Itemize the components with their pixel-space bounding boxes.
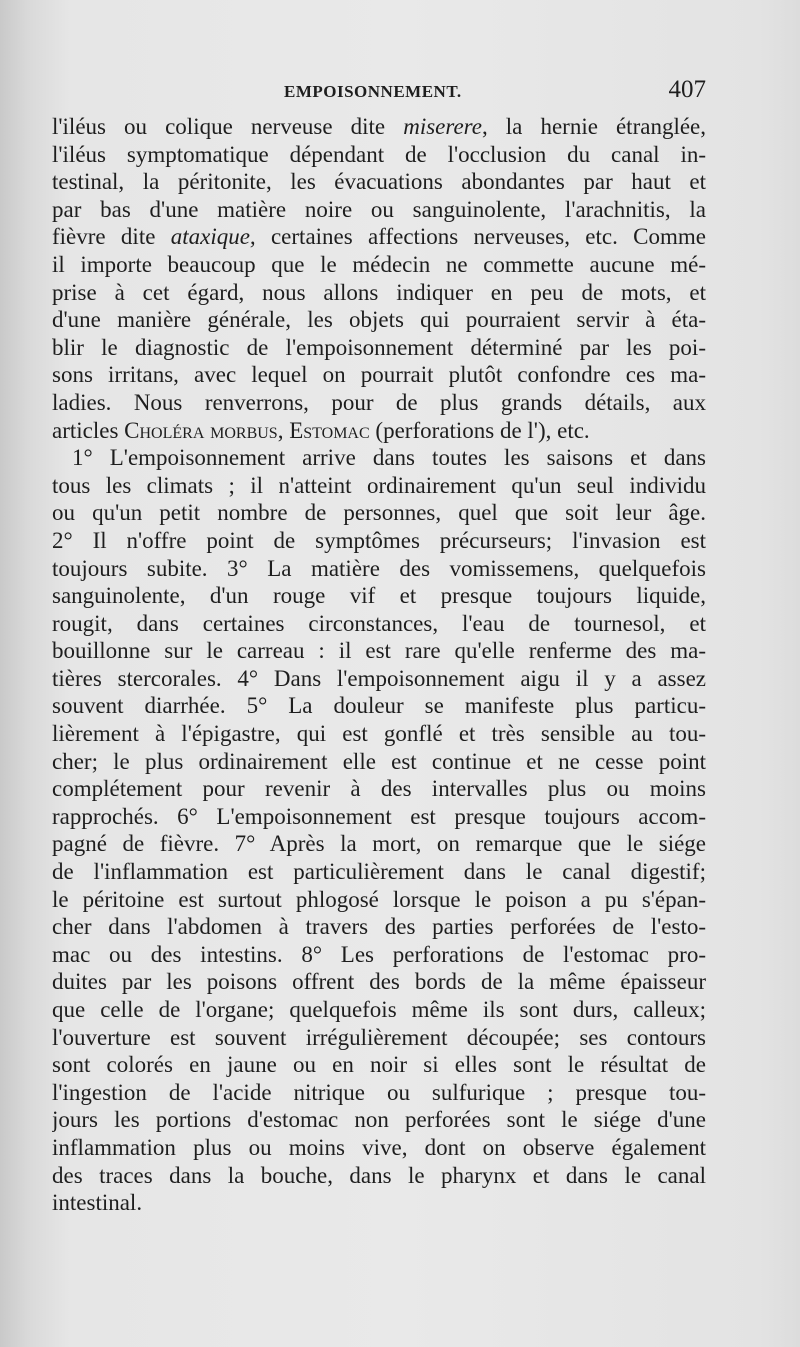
text-line: intestinal. bbox=[52, 1190, 143, 1216]
text-line: par bas d'une matière noire ou sanguinolente, l'arachnitis, la bbox=[52, 196, 706, 222]
text-segment: fièvre dite bbox=[52, 224, 171, 250]
text-line: de l'inflammation est particulièrement dans le canal digestif; bbox=[52, 859, 706, 885]
text-line: que celle de l'organe; quelquefois même ils sont durs, calleux; bbox=[52, 997, 706, 1022]
text-line: prise à cet égard, nous allons indiquer en peu de mots, et bbox=[52, 279, 706, 305]
text-line: ladies. Nous renverrons, pour de plus grands détails, aux bbox=[52, 389, 706, 415]
text-line bbox=[52, 417, 706, 445]
text-line: bouillonne sur le carreau : il est rare qu'elle renferme des ma- bbox=[52, 638, 706, 664]
page-number: 407 bbox=[668, 76, 706, 103]
text-line: duites par les poisons offrent des bords de la même épaisseur bbox=[52, 969, 706, 995]
text-line bbox=[52, 113, 706, 141]
text-line: complétement pour revenir à des intervalles plus ou moins bbox=[52, 776, 706, 802]
page-header bbox=[52, 76, 706, 110]
text-line: l'ingestion de l'acide nitrique ou sulfurique ; presque tou- bbox=[52, 1079, 706, 1105]
text-line: sont colorés en jaune ou en noir si elles sont le résultat de bbox=[52, 1052, 706, 1078]
text-segment: l'iléus ou colique nerveuse dite bbox=[52, 114, 404, 139]
text-line: tous les climats ; il n'atteint ordinairement qu'un seul individu bbox=[52, 472, 706, 498]
italic-term: ataxique, bbox=[170, 224, 256, 250]
text-line: inflammation plus ou moins vive, dont on observe également bbox=[52, 1134, 706, 1160]
small-caps-term: Estomac bbox=[289, 417, 370, 443]
text-line: testinal, la péritonite, les évacuations abondantes par haut et bbox=[52, 169, 706, 195]
text-line: sanguinolente, d'un rouge vif et presque toujours liquide, bbox=[52, 583, 706, 609]
text-segment: (perforations de l'), etc. bbox=[369, 417, 590, 443]
text-line: toujours subite. 3° La matière des vomissemens, quelquefois bbox=[52, 555, 706, 581]
text-line: il importe beaucoup que le médecin ne commette aucune mé- bbox=[52, 251, 706, 277]
text-segment: articles bbox=[52, 417, 125, 443]
text-line: d'une manière générale, les objets qui pourraient servir à éta- bbox=[52, 307, 706, 333]
text-line: rapprochés. 6° L'empoisonnement est presque toujours accom- bbox=[52, 803, 706, 829]
italic-term: miserere bbox=[403, 114, 482, 139]
text-segment: certaines affections nerveuses, etc. Comme bbox=[255, 224, 706, 250]
text-line: le péritoine est surtout phlogosé lorsque le poison a pu s'épan- bbox=[52, 886, 706, 912]
text-line: 2° Il n'offre point de symptômes précurseurs; l'invasion est bbox=[52, 527, 706, 553]
text-line: sons irritans, avec lequel on pourrait plutôt confondre ces ma- bbox=[52, 362, 706, 388]
text-line: cher dans l'abdomen à travers des parties perforées de l'esto- bbox=[52, 914, 706, 940]
text-line: lièrement à l'épigastre, qui est gonflé et très sensible au tou- bbox=[52, 721, 706, 747]
text-line: jours les portions d'estomac non perforées sont le siége d'une bbox=[52, 1107, 706, 1133]
text-line: ou qu'un petit nombre de personnes, quel que soit leur âge. bbox=[52, 500, 706, 526]
text-line: l'ouverture est souvent irrégulièrement découpée; ses contours bbox=[52, 1024, 706, 1050]
text-segment: , la hernie étranglée, bbox=[481, 114, 706, 139]
text-line: souvent diarrhée. 5° La douleur se manifeste plus particu- bbox=[52, 693, 706, 719]
text-line: rougit, dans certaines circonstances, l'eau de tournesol, et bbox=[52, 610, 706, 636]
text-line: mac ou des intestins. 8° Les perforations de l'estomac pro- bbox=[52, 941, 706, 967]
running-head: EMPOISONNEMENT. bbox=[284, 82, 462, 101]
text-line: pagné de fièvre. 7° Après la mort, on remarque que le siége bbox=[52, 831, 706, 857]
text-line: tières stercorales. 4° Dans l'empoisonnement aigu il y a assez bbox=[52, 665, 706, 691]
text-segment: , bbox=[277, 417, 290, 443]
text-line: l'iléus symptomatique dépendant de l'occlusion du canal in- bbox=[52, 141, 706, 167]
text-line: des traces dans la bouche, dans le pharynx et dans le canal bbox=[52, 1162, 706, 1188]
small-caps-term: Choléra morbus bbox=[124, 417, 278, 443]
text-line: 1° L'empoisonnement arrive dans toutes les saisons et dans bbox=[72, 445, 706, 471]
text-line bbox=[52, 223, 706, 251]
text-line: blir le diagnostic de l'empoisonnement déterminé par les poi- bbox=[52, 334, 706, 360]
text-line: cher; le plus ordinairement elle est continue et ne cesse point bbox=[52, 748, 706, 774]
body-text bbox=[52, 113, 706, 1217]
